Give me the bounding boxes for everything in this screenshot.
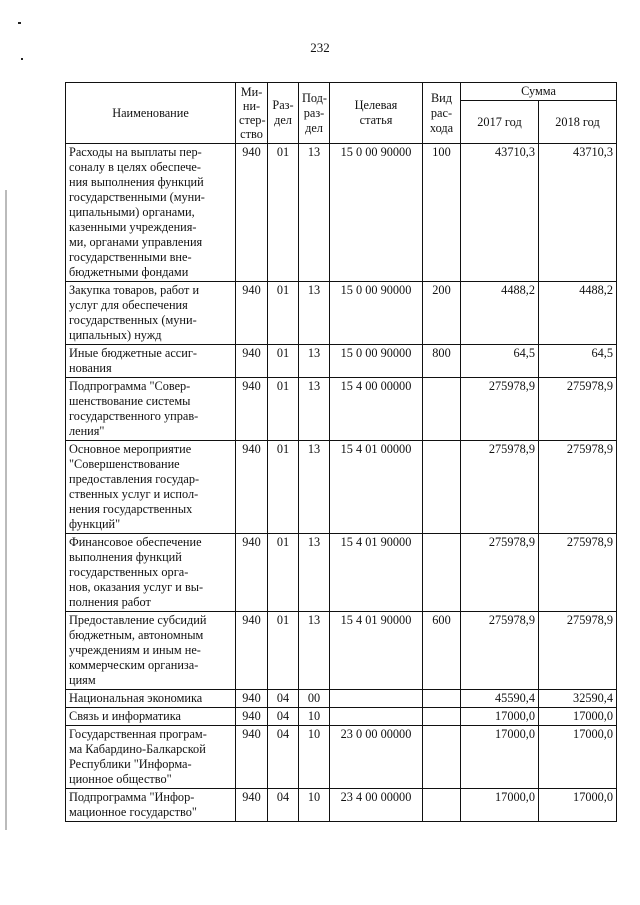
row-name: Иные бюджетные ассиг- нования: [66, 345, 236, 378]
row-name: Национальная экономика: [66, 690, 236, 708]
row-sum-2017: 17000,0: [461, 789, 539, 822]
row-ministry: 940: [236, 441, 268, 534]
row-subsection: 13: [299, 441, 330, 534]
row-target: 15 0 00 90000: [330, 345, 423, 378]
row-expense-type: 200: [423, 282, 461, 345]
table-row: [66, 345, 617, 378]
row-sum-2018: 32590,4: [539, 690, 617, 708]
row-ministry: 940: [236, 708, 268, 726]
row-name: Финансовое обеспечение выполнения функций государственных орга- нов, оказания услуг и вы- полнения работ: [66, 534, 236, 612]
row-ministry: 940: [236, 144, 268, 282]
header-year-2018: 2018 год: [539, 101, 617, 144]
table-row: [66, 708, 617, 726]
row-ministry: 940: [236, 534, 268, 612]
row-sum-2018: 17000,0: [539, 789, 617, 822]
row-expense-type: [423, 690, 461, 708]
row-sum-2017: 275978,9: [461, 378, 539, 441]
row-expense-type: 100: [423, 144, 461, 282]
row-name: Закупка товаров, работ и услуг для обеспечения государственных (муни- ципальных) нужд: [66, 282, 236, 345]
row-section: 04: [268, 726, 299, 789]
header-subsection: Под- раз- дел: [299, 83, 330, 144]
row-name: Предоставление субсидий бюджетным, автономным учреждениям и иным не- коммерческим организа- циям: [66, 612, 236, 690]
table-row: [66, 144, 617, 282]
table-row: [66, 378, 617, 441]
header-row-top: [66, 83, 617, 101]
row-subsection: 10: [299, 726, 330, 789]
row-name: Связь и информатика: [66, 708, 236, 726]
row-section: 01: [268, 534, 299, 612]
row-name: Подпрограмма "Совер- шенствование системы государственного управ- ления": [66, 378, 236, 441]
row-sum-2018: 43710,3: [539, 144, 617, 282]
row-sum-2017: 45590,4: [461, 690, 539, 708]
row-target: 15 4 00 00000: [330, 378, 423, 441]
row-sum-2018: 275978,9: [539, 378, 617, 441]
row-sum-2018: 275978,9: [539, 612, 617, 690]
table-row: [66, 726, 617, 789]
row-section: 01: [268, 282, 299, 345]
row-expense-type: [423, 378, 461, 441]
table-row: [66, 441, 617, 534]
row-section: 04: [268, 690, 299, 708]
row-target: [330, 690, 423, 708]
row-target: 15 4 01 90000: [330, 612, 423, 690]
page-number: 232: [310, 40, 330, 55]
header-name: Наименование: [66, 83, 236, 144]
row-section: 04: [268, 708, 299, 726]
row-subsection: 10: [299, 789, 330, 822]
row-target: 23 0 00 00000: [330, 726, 423, 789]
header-expense-type: Вид рас- хода: [423, 83, 461, 144]
row-subsection: 13: [299, 612, 330, 690]
row-name: Государственная програм- ма Кабардино-Балкарской Республики "Информа- ционное общество": [66, 726, 236, 789]
row-name: Подпрограмма "Инфор- мационное государство": [66, 789, 236, 822]
row-expense-type: [423, 534, 461, 612]
table-row: [66, 534, 617, 612]
header-year-2017: 2017 год: [461, 101, 539, 144]
row-section: 01: [268, 144, 299, 282]
header-section: Раз- дел: [268, 83, 299, 144]
row-sum-2018: 275978,9: [539, 441, 617, 534]
table-row: [66, 612, 617, 690]
row-subsection: 13: [299, 534, 330, 612]
row-sum-2018: 4488,2: [539, 282, 617, 345]
table-body: [66, 144, 617, 822]
row-sum-2017: 43710,3: [461, 144, 539, 282]
row-target: 15 0 00 90000: [330, 144, 423, 282]
row-section: 04: [268, 789, 299, 822]
table-row: [66, 282, 617, 345]
row-section: 01: [268, 345, 299, 378]
row-ministry: 940: [236, 345, 268, 378]
row-ministry: 940: [236, 690, 268, 708]
row-expense-type: [423, 708, 461, 726]
row-section: 01: [268, 441, 299, 534]
row-subsection: 13: [299, 282, 330, 345]
scan-mark-small: [21, 58, 23, 60]
row-ministry: 940: [236, 789, 268, 822]
row-target: 15 0 00 90000: [330, 282, 423, 345]
row-expense-type: [423, 789, 461, 822]
row-sum-2017: 17000,0: [461, 708, 539, 726]
row-ministry: 940: [236, 282, 268, 345]
row-subsection: 13: [299, 378, 330, 441]
row-sum-2018: 275978,9: [539, 534, 617, 612]
row-sum-2017: 17000,0: [461, 726, 539, 789]
row-expense-type: 800: [423, 345, 461, 378]
row-target: 15 4 01 00000: [330, 441, 423, 534]
row-name: Расходы на выплаты пер- соналу в целях обеспече- ния выполнения функций государственными (муни- ципальными) органами, казенными учреждения- ми, органами управления государственными вне- бюджетными фондами: [66, 144, 236, 282]
scan-mark-top: [18, 22, 21, 24]
table-row: [66, 690, 617, 708]
row-expense-type: [423, 441, 461, 534]
row-target: 23 4 00 00000: [330, 789, 423, 822]
row-ministry: 940: [236, 378, 268, 441]
budget-table: [65, 82, 617, 822]
row-ministry: 940: [236, 612, 268, 690]
header-sum: Сумма: [461, 83, 617, 101]
row-subsection: 10: [299, 708, 330, 726]
scan-edge-line: [5, 190, 7, 830]
row-name: Основное мероприятие "Совершенствование предоставления государ- ственных услуг и испол- нения государственных функций": [66, 441, 236, 534]
row-sum-2018: 64,5: [539, 345, 617, 378]
row-subsection: 13: [299, 345, 330, 378]
row-sum-2017: 4488,2: [461, 282, 539, 345]
row-subsection: 00: [299, 690, 330, 708]
header-ministry: Ми- ни- стер- ство: [236, 83, 268, 144]
row-sum-2017: 275978,9: [461, 612, 539, 690]
row-sum-2018: 17000,0: [539, 708, 617, 726]
row-section: 01: [268, 378, 299, 441]
row-expense-type: 600: [423, 612, 461, 690]
row-target: [330, 708, 423, 726]
row-section: 01: [268, 612, 299, 690]
row-sum-2018: 17000,0: [539, 726, 617, 789]
row-sum-2017: 275978,9: [461, 534, 539, 612]
row-sum-2017: 64,5: [461, 345, 539, 378]
row-subsection: 13: [299, 144, 330, 282]
row-target: 15 4 01 90000: [330, 534, 423, 612]
header-target: Целевая статья: [330, 83, 423, 144]
table-row: [66, 789, 617, 822]
row-ministry: 940: [236, 726, 268, 789]
row-expense-type: [423, 726, 461, 789]
row-sum-2017: 275978,9: [461, 441, 539, 534]
